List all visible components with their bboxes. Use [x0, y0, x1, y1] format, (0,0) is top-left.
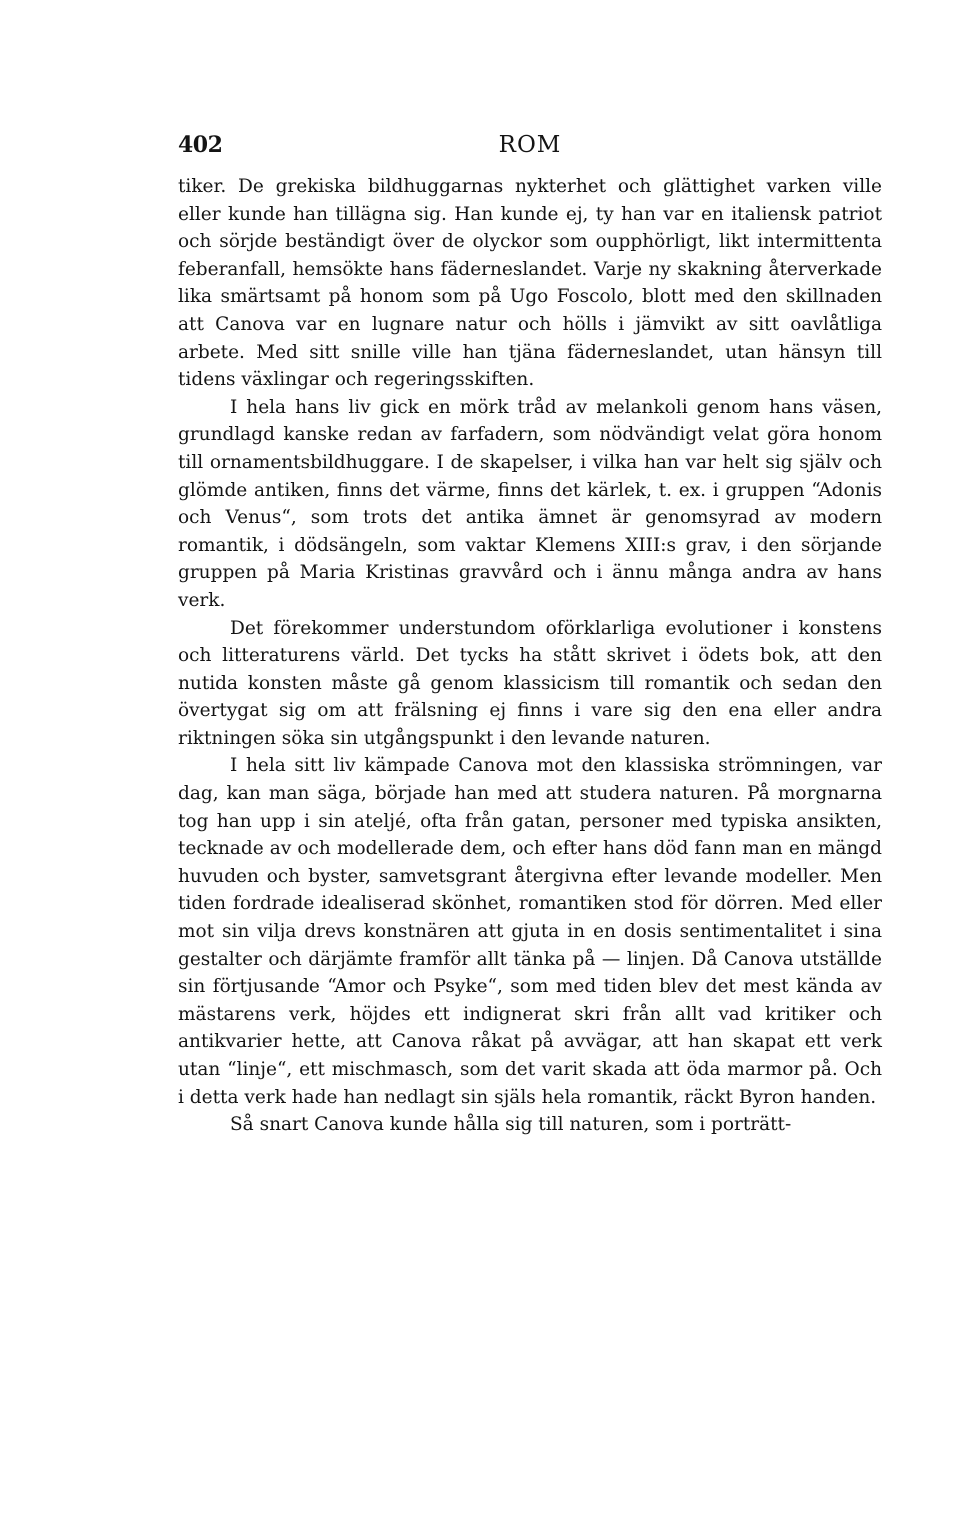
paragraph: Det förekommer understundom oförklarliga evolutioner i konstens och litteraturens värld. Det tycks ha stått skrivet i ödets bok, att den nutida konsten måste gå genom klassicism till romantik och sedan den övertygat sig om att frälsning ej finns i vare sig den ena eller andra riktningen söka sin utgångspunkt i den levande naturen. [178, 617, 882, 749]
body-text [178, 173, 882, 1139]
paragraph-continued: tiker. De grekiska bildhuggarnas nykterhet och glättighet varken ville eller kunde han tillägna sig. Han kunde ej, ty han var en italiensk patriot och sörjde beständigt över de olyckor som oupphörligt, likt intermittenta feberanfall, hemsökte hans fäderneslandet. Varje ny skakning återverkade lika smärtsamt på honom som på Ugo Foscolo, blott med den skillnaden att Canova var en lugnare natur och hölls i jämvikt av sitt oavlåtliga arbete. Med sitt snille ville han tjäna fäderneslandet, utan hänsyn till tidens växlingar och regeringsskiften. [178, 176, 882, 391]
paragraph: I hela hans liv gick en mörk tråd av melankoli genom hans väsen, grundlagd kanske redan av farfadern, som nödvändigt velat göra honom till ornamentsbildhuggare. I de skapelser, i vilka han var helt sig själv och glömde antiken, finns det värme, finns det kärlek, t. ex. i gruppen “Adonis och Venus“, som trots det antika ämnet är genomsyrad av modern romantik, i dödsängeln, som vaktar Klemens XIII:s grav, i den sörjande gruppen på Maria Kristinas gravvård och i ännu många andra av hans verk. [178, 396, 882, 611]
running-title: ROM [498, 132, 562, 158]
paragraph-last: Så snart Canova kunde hålla sig till naturen, som i porträtt- [230, 1114, 792, 1136]
page-number: 402 [178, 132, 223, 158]
page-header [178, 132, 882, 166]
paragraph: I hela sitt liv kämpade Canova mot den klassiska strömningen, var dag, kan man säga, började han med att studera naturen. På morgnarna tog han upp i sin ateljé, ofta från gatan, personer med typiska ansikten, tecknade av och modellerade dem, och efter hans död fann man en mängd huvuden och byster, samvetsgrant återgivna efter levande modeller. Men tiden fordrade idealiserad skönhet, romantiken stod för dörren. Med eller mot sin vilja drevs konstnären att gjuta in en dosis sentimentalitet i sina gestalter och därjämte framför allt tänka på — linjen. Då Canova utställde sin förtjusande “Amor och Psyke“, som med tiden blev det mest kända av mästarens verk, höjdes ett indignerat skri från allt vad kritiker och antikvarier hette, att Canova råkat på avvägar, att han skapat ett verk utan “linje“, ett mischmasch, som det varit skada att öda marmor på. Och i detta verk hade han nedlagt sin själs hela romantik, räckt Byron handen. [178, 755, 882, 1108]
